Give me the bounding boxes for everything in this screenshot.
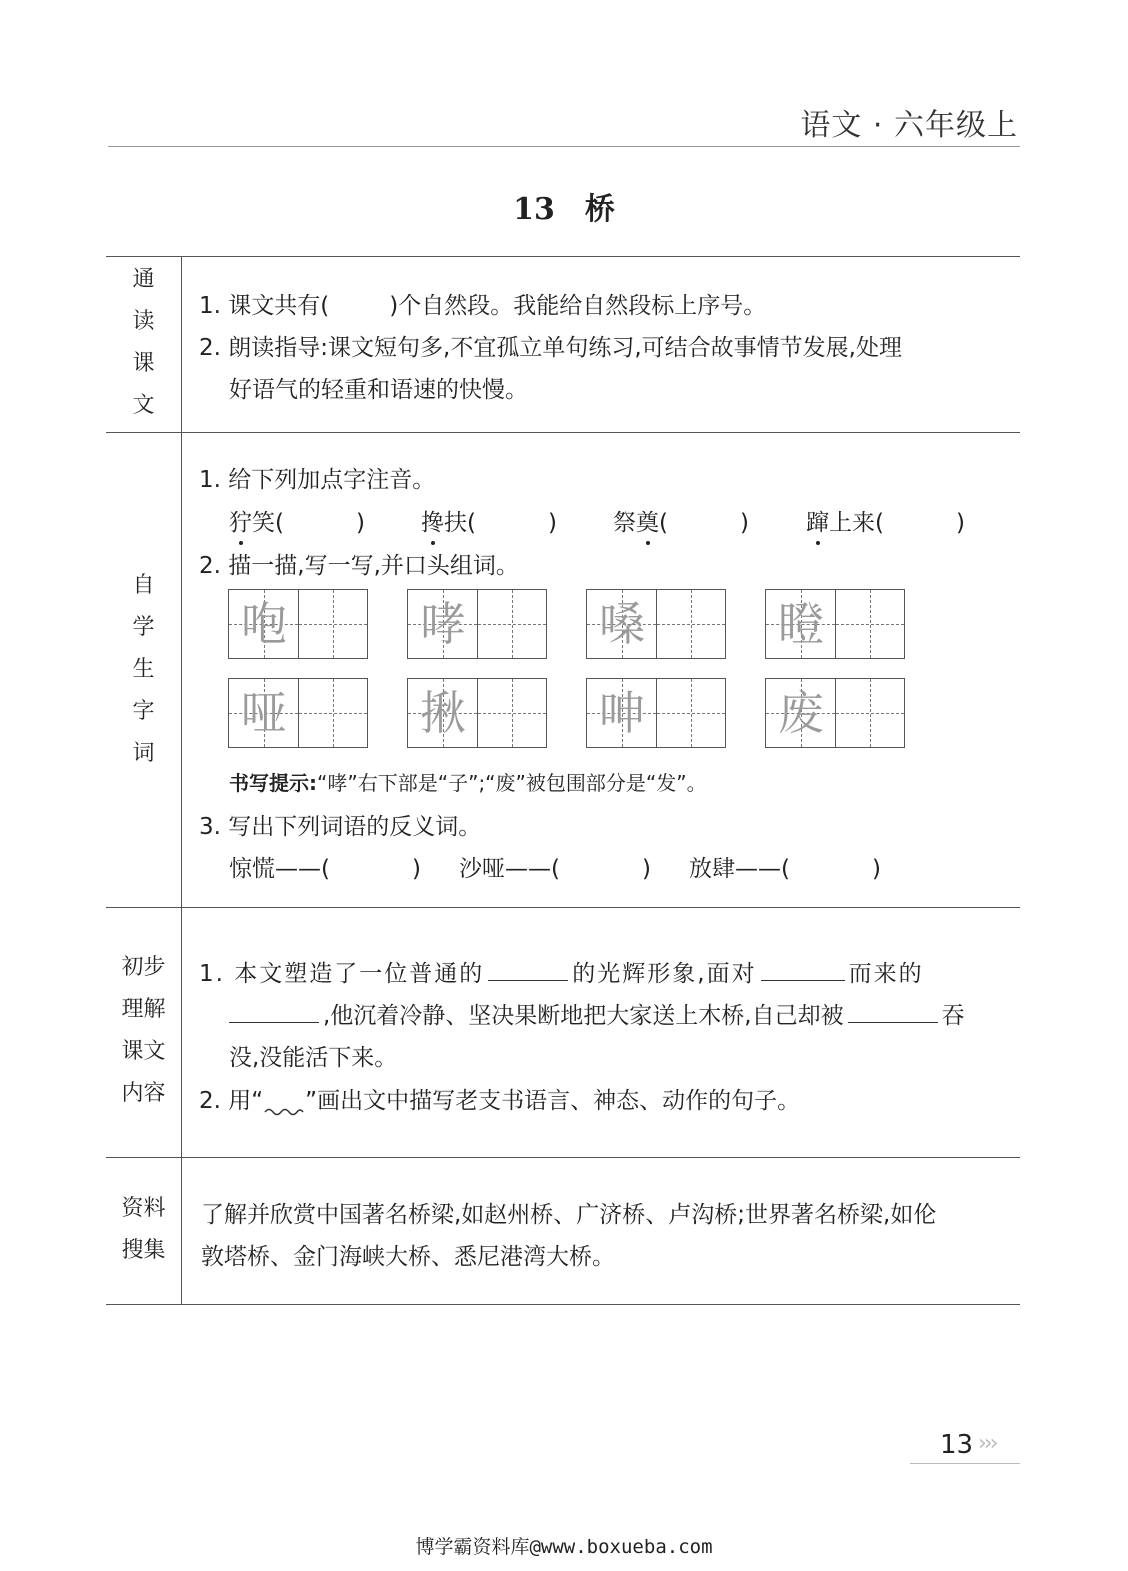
table-column-divider [181,256,182,1304]
trace-character: 瞪 [778,597,824,651]
writing-grid[interactable] [228,589,368,659]
understanding-q2: 2. 用“ ”画出文中描写老支书语言、神态、动作的句子。 [199,1088,801,1114]
trace-character: 咆 [241,597,287,651]
page-number: 13 [940,1430,974,1460]
fill-blank[interactable] [761,958,845,981]
pinyin-item: 蹿上来( ) [806,510,965,536]
writing-grid[interactable] [407,589,547,659]
materials-text-cont: 敦塔桥、金门海峡大桥、悉尼港湾大桥。 [201,1244,615,1270]
trace-character: 哑 [241,686,287,740]
table-rule-3 [106,1157,1020,1158]
table-rule-2 [106,907,1020,908]
trace-character: 揪 [420,686,466,740]
trace-character: 呻 [599,686,645,740]
fill-blank[interactable] [229,1000,319,1023]
footer-divider [910,1463,1020,1464]
fill-blank[interactable] [848,1000,938,1023]
vocab-q2: 2. 描一描,写一写,并口头组词。 [199,553,519,579]
section-label-vocab: 自 学 生 字 词 [132,573,155,766]
table-rule-bottom [106,1304,1020,1305]
vocab-q1: 1. 给下列加点字注音。 [199,467,436,493]
lesson-number: 13 [513,192,555,227]
header-title: 语文 · 六年级上 [800,108,1018,143]
reading-q2: 2. 朗读指导:课文短句多,不宜孤立单句练习,可结合故事情节发展,处理 [199,335,902,361]
reading-q2-cont: 好语气的轻重和语速的快慢。 [229,377,528,403]
antonym-item: 放肆——( ) [689,856,881,882]
pinyin-item: 搀扶( ) [421,510,557,536]
chevron-right-icon: ››› [978,1431,996,1456]
pinyin-item: 祭奠( ) [613,510,749,536]
writing-grid[interactable] [765,589,905,659]
fill-blank[interactable] [488,958,568,981]
section-label-understanding: 初步 理解 课文 内容 [121,955,166,1106]
header-divider [108,146,1020,147]
reading-q1: 1. 课文共有( )个自然段。我能给自然段标上序号。 [199,293,767,319]
section-label-reading: 通 读 课 文 [132,267,155,418]
trace-character: 废 [778,686,824,740]
writing-grid[interactable] [407,678,547,748]
wavy-line-icon [263,1094,305,1116]
lesson-title [0,184,1128,228]
pinyin-item: 狞笑( ) [229,510,365,536]
watermark: 博学霸资料库@www.boxueba.com [415,1536,713,1558]
antonym-item: 沙哑——( ) [459,856,651,882]
understanding-q1: 1. 本文塑造了一位普通的 的光辉形象,面对 而来的 [199,955,924,988]
materials-text: 了解并欣赏中国著名桥梁,如赵州桥、广济桥、卢沟桥;世界著名桥梁,如伦 [201,1202,937,1228]
table-rule-1 [106,432,1020,433]
writing-grid[interactable] [228,678,368,748]
writing-grid[interactable] [765,678,905,748]
section-label-materials: 资料 搜集 [121,1196,166,1263]
lesson-name: 桥 [584,192,615,227]
antonym-item: 惊慌——( ) [229,856,421,882]
understanding-q1-cont: ,他沉着冷静、坚决果断地把大家送上木桥,自己却被 吞 [229,997,965,1030]
writing-tip: 书写提示:“哮”右下部是“子”;“废”被包围部分是“发”。 [229,771,707,795]
writing-grid[interactable] [586,589,726,659]
trace-character: 哮 [420,597,466,651]
table-rule-top [106,256,1020,257]
trace-character: 嗓 [599,597,645,651]
understanding-q1-end: 没,没能活下来。 [229,1045,398,1071]
vocab-q3: 3. 写出下列词语的反义词。 [199,814,482,840]
writing-grid[interactable] [586,678,726,748]
